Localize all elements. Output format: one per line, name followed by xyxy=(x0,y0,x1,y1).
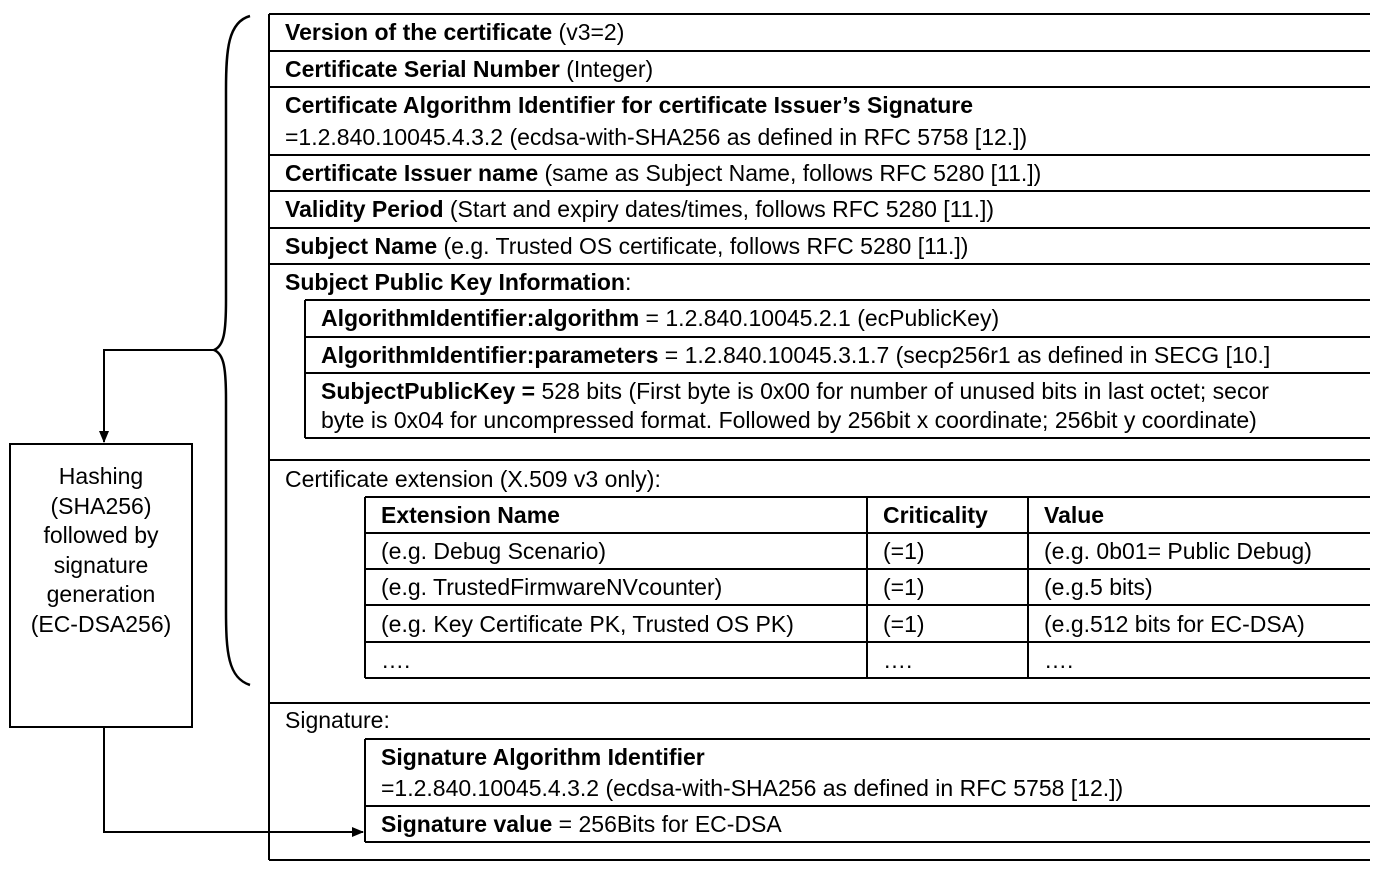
extension-cell: (=1) xyxy=(883,611,925,637)
algorithm-identifier-parameters-field: AlgorithmIdentifier:parameters = 1.2.840.10045.3.1.7 (secp256r1 as defined in SECG [10.] xyxy=(321,342,1271,368)
extension-cell: (e.g. Key Certificate PK, Trusted OS PK) xyxy=(381,611,794,637)
algorithm-identifier-value: =1.2.840.10045.4.3.2 (ecdsa-with-SHA256 as defined in RFC 5758 [12.]) xyxy=(285,124,1028,150)
issuer-name-field: Certificate Issuer name (same as Subject Name, follows RFC 5280 [11.]) xyxy=(285,160,1042,186)
extension-cell: (e.g. 0b01= Public Debug) xyxy=(1044,538,1312,564)
extension-cell: …. xyxy=(883,647,913,673)
hashing-line: signature xyxy=(53,551,149,578)
subject-name-field: Subject Name (e.g. Trusted OS certificate, follows RFC 5280 [11.]) xyxy=(285,233,969,259)
hashing-line: (SHA256) xyxy=(50,492,152,519)
validity-period-field: Validity Period (Start and expiry dates/times, follows RFC 5280 [11.]) xyxy=(285,196,995,222)
version-field: Version of the certificate (v3=2) xyxy=(285,19,625,45)
hashing-line: (EC-DSA256) xyxy=(30,610,172,637)
algorithm-identifier-field: Certificate Algorithm Identifier for certificate Issuer’s Signature xyxy=(285,92,974,118)
subject-public-key-field: SubjectPublicKey = 528 bits (First byte is 0x00 for number of unused bits in last octet; secor xyxy=(321,378,1269,404)
arrow-hash-to-signature xyxy=(104,727,363,832)
serial-number-field: Certificate Serial Number (Integer) xyxy=(285,56,654,82)
extension-cell: (e.g.512 bits for EC-DSA) xyxy=(1044,611,1305,637)
curly-brace xyxy=(214,16,250,685)
extension-cell: …. xyxy=(381,647,411,673)
algorithm-identifier-algorithm-field: AlgorithmIdentifier:algorithm = 1.2.840.10045.2.1 (ecPublicKey) xyxy=(321,305,1000,331)
extension-cell: (=1) xyxy=(883,538,925,564)
arrow-brace-to-hash xyxy=(104,350,214,442)
extension-header-value: Value xyxy=(1044,502,1105,528)
subject-public-key-description: byte is 0x04 for uncompressed format. Followed by 256bit x coordinate; 256bit y coordinate) xyxy=(321,407,1257,433)
extension-cell: (e.g. TrustedFirmwareNVcounter) xyxy=(381,574,723,600)
extension-header-criticality: Criticality xyxy=(883,502,988,528)
extension-cell: (e.g. Debug Scenario) xyxy=(381,538,607,564)
hashing-line: followed by xyxy=(43,522,159,548)
signature-algorithm-identifier-value: =1.2.840.10045.4.3.2 (ecdsa-with-SHA256 as defined in RFC 5758 [12.]) xyxy=(381,775,1124,801)
hashing-line: generation xyxy=(46,581,156,607)
subject-public-key-info-field: Subject Public Key Information: xyxy=(285,269,632,295)
certificate-extension-label: Certificate extension (X.509 v3 only): xyxy=(285,466,661,492)
extension-cell: (e.g.5 bits) xyxy=(1044,574,1153,600)
extension-cell: (=1) xyxy=(883,574,925,600)
extension-header-name: Extension Name xyxy=(381,502,560,528)
signature-label: Signature: xyxy=(285,707,390,733)
signature-value-field: Signature value = 256Bits for EC-DSA xyxy=(381,811,782,837)
hashing-line: Hashing xyxy=(58,463,144,489)
extension-cell: …. xyxy=(1044,647,1074,673)
signature-algorithm-identifier-field: Signature Algorithm Identifier xyxy=(381,744,705,770)
hashing-box-text xyxy=(10,462,192,639)
